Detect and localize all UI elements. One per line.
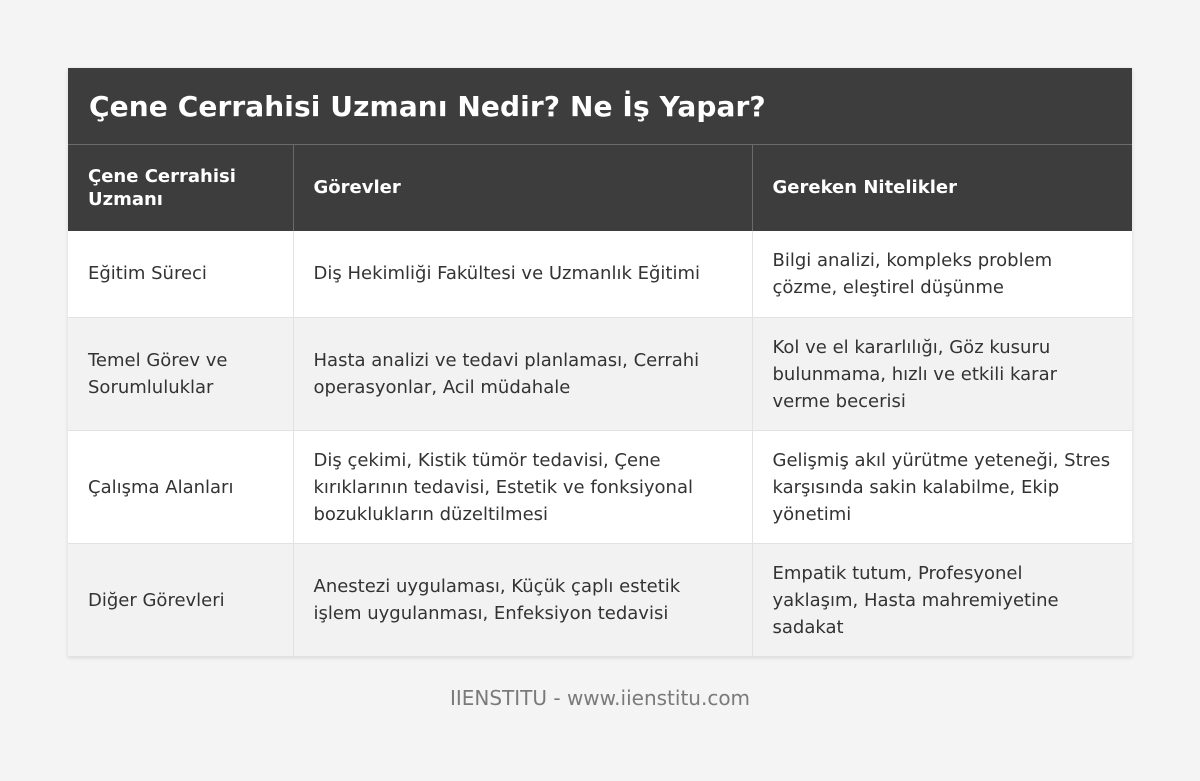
table-cell: Anestezi uygulaması, Küçük çaplı estetik işlem uygulanması, Enfeksiyon tedavisi <box>293 544 752 657</box>
table-cell: Temel Görev ve Sorumluluklar <box>68 318 293 431</box>
column-header: Çene Cerrahisi Uzmanı <box>68 145 293 231</box>
table-cell: Hasta analizi ve tedavi planlaması, Cerrahi operasyonlar, Acil müdahale <box>293 318 752 431</box>
column-header: Gereken Nitelikler <box>752 145 1132 231</box>
footer-credit: IIENSTITU - www.iienstitu.com <box>449 686 751 710</box>
table-row <box>68 231 1132 318</box>
table-row <box>68 431 1132 544</box>
table-cell: Bilgi analizi, kompleks problem çözme, eleştirel düşünme <box>752 231 1132 318</box>
data-table <box>68 144 1132 657</box>
table-cell: Çalışma Alanları <box>68 431 293 544</box>
table-cell: Diş çekimi, Kistik tümör tedavisi, Çene kırıklarının tedavisi, Estetik ve fonksiyonal bozuklukların düzeltilmesi <box>293 431 752 544</box>
info-card <box>68 68 1132 657</box>
title-bar <box>68 68 1132 144</box>
table-row <box>68 544 1132 657</box>
table-row <box>68 318 1132 431</box>
table-cell: Gelişmiş akıl yürütme yeteneği, Stres karşısında sakin kalabilme, Ekip yönetimi <box>752 431 1132 544</box>
header-row <box>68 145 1132 231</box>
table-cell: Eğitim Süreci <box>68 231 293 318</box>
table-cell: Kol ve el kararlılığı, Göz kusuru bulunmama, hızlı ve etkili karar verme becerisi <box>752 318 1132 431</box>
table-cell: Diş Hekimliği Fakültesi ve Uzmanlık Eğitimi <box>293 231 752 318</box>
column-header: Görevler <box>293 145 752 231</box>
page-title: Çene Cerrahisi Uzmanı Nedir? Ne İş Yapar? <box>89 89 766 123</box>
table-cell: Empatik tutum, Profesyonel yaklaşım, Hasta mahremiyetine sadakat <box>752 544 1132 657</box>
table-cell: Diğer Görevleri <box>68 544 293 657</box>
